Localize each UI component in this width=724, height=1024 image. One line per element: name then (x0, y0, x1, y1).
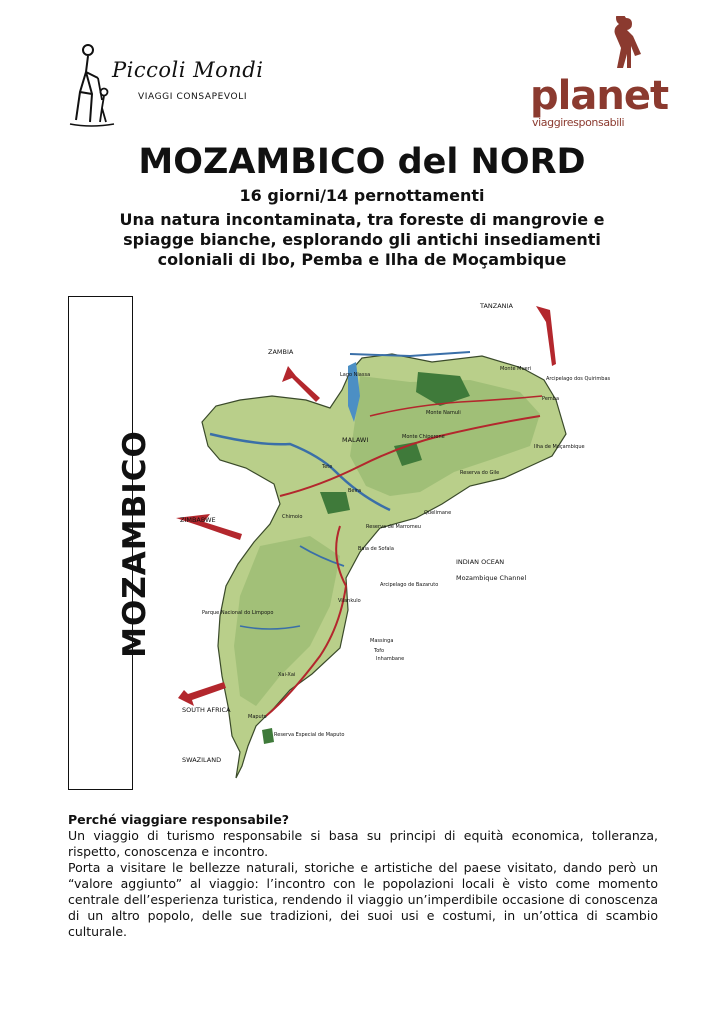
place-quirimbas: Arcipelago dos Quirimbas (546, 376, 610, 382)
place-beira: Beira (348, 488, 362, 494)
section-paragraph-1: Un viaggio di turismo responsabile si basa su principi di equità economica, tolleranza, rispetto, conoscenza e incontro. (68, 828, 658, 859)
trip-subtitle: Una natura incontaminata, tra foreste di mangrovie e spiagge bianche, esplorando gli antichi insediamenti coloniali di Ibo, Pemba e Ilha de Moçambique (119, 210, 605, 269)
place-lago-niassa: Lago Niassa (340, 372, 371, 378)
map-label-channel: Mozambique Channel (456, 574, 527, 582)
planet-logo (528, 16, 669, 132)
place-marromeu: Reserva de Marromeu (366, 524, 421, 530)
place-tofo: Tofo (374, 648, 385, 654)
section-heading: Perché viaggiare responsabile? (68, 812, 290, 827)
place-xai-xai: Xai-Xai (278, 672, 296, 678)
place-bazaruto: Arcipelago de Bazaruto (380, 582, 439, 588)
piccoli-mondi-logo (66, 42, 264, 132)
logo-left-tagline: VIAGGI CONSAPEVOLI (138, 92, 248, 102)
place-chiperone: Monte Chiperone (402, 434, 445, 440)
map-label-malawi: MALAWI (342, 436, 369, 444)
place-quelimane: Quelimane (424, 510, 452, 516)
map-label-tanzania: TANZANIA (480, 302, 513, 310)
place-limpopo: Parque Nacional do Limpopo (202, 610, 274, 616)
place-chimoio: Chimoio (282, 514, 303, 520)
map-label-zimbabwe: ZIMBABWE (180, 516, 216, 524)
map-label-ocean: INDIAN OCEAN (456, 558, 505, 566)
responsible-travel-section (68, 812, 658, 940)
place-maputo: Maputo (248, 714, 267, 720)
place-reserva-maputo: Reserva Especial de Maputo (274, 732, 345, 738)
side-label-box (68, 296, 153, 790)
mozambique-map (170, 296, 610, 790)
place-vilankulo: Vilankulo (338, 598, 361, 604)
place-gile: Reserva do Gile (460, 470, 500, 476)
map-label-zambia: ZAMBIA (268, 348, 294, 356)
place-tete: Tete (322, 464, 333, 470)
place-ilha: Ilha de Moçambique (534, 444, 585, 450)
side-label: MOZAMBICO (117, 430, 153, 658)
mother-child-figure-icon (66, 42, 116, 132)
page-title: MOZAMBICO del NORD (138, 142, 586, 182)
trip-duration: 16 giorni/14 pernottamenti (239, 186, 485, 205)
logo-right-tagline: viaggiresponsabili (532, 116, 625, 129)
place-massinga: Massinga (370, 638, 394, 644)
section-paragraph-2: Porta a visitare le bellezze naturali, storiche e artistiche del paese visitato, dando però un “valore aggiunto” al viaggio: l’incontro con le popolazioni locali è visto come momento centrale dell’esperienza turistica, rendendo il viaggio un’imperdibile occasione di conoscenza di un altro popolo, delle sue tradizioni, dei suoi usi e costumi, in un’ottica di scambio culturale. (68, 860, 658, 939)
place-monte-namuli: Monte Namuli (426, 410, 461, 416)
place-monte-mueri: Monte Mueri (500, 366, 532, 372)
map-label-swaziland: SWAZILAND (182, 756, 222, 764)
place-sofala: Baia de Sofala (358, 546, 394, 552)
arrow-zambia (282, 366, 320, 402)
place-inhambane: Inhambane (376, 656, 405, 662)
map-label-south-africa: SOUTH AFRICA (182, 706, 231, 714)
logo-left-brand: Piccoli Mondi (112, 58, 264, 82)
arrow-tanzania (536, 306, 556, 366)
logo-right-brand: planet (530, 73, 669, 119)
arrow-south-africa (178, 682, 226, 706)
place-pemba: Pemba (542, 396, 560, 402)
